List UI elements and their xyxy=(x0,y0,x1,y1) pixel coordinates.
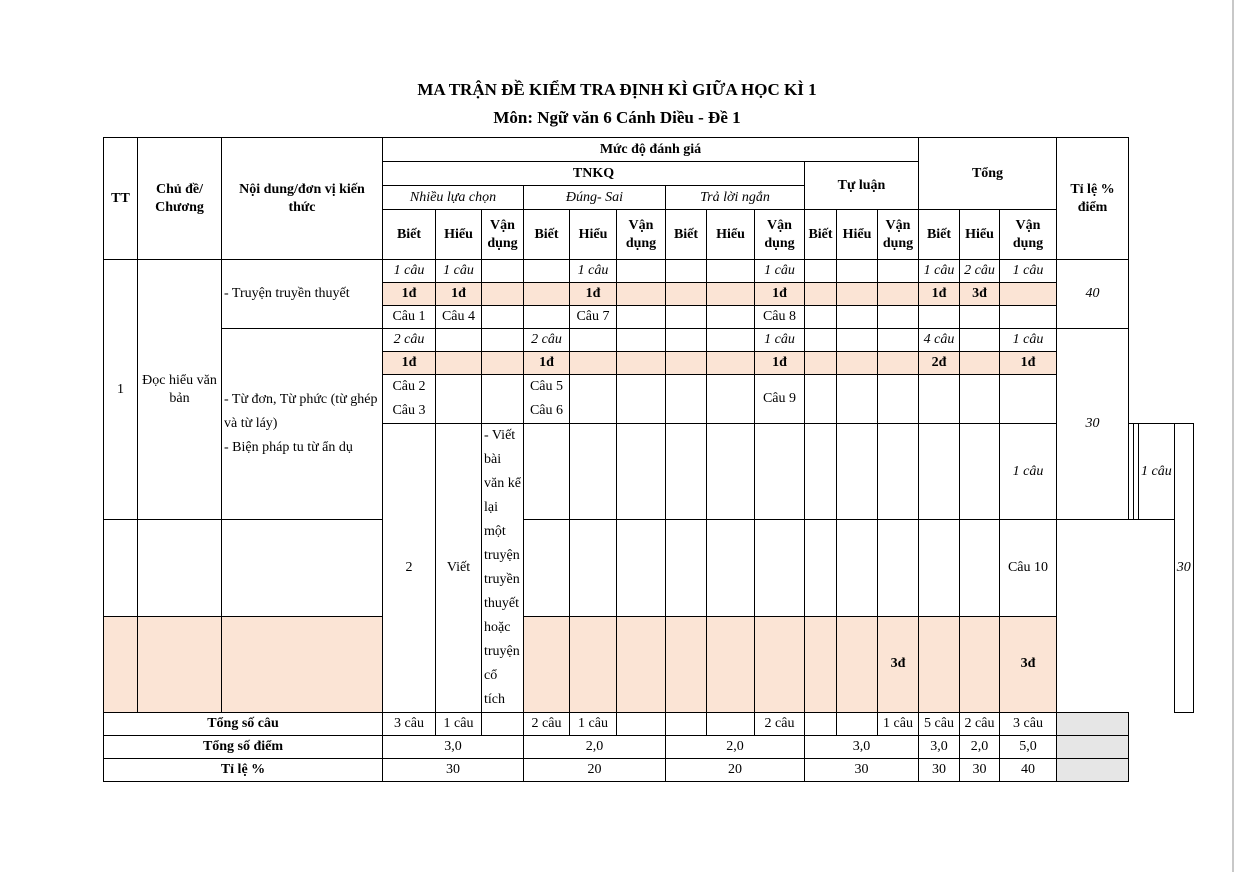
cell xyxy=(837,520,878,616)
row1b-noi-dung-1: - Từ đơn, Từ phức (từ ghép và từ láy) xyxy=(224,392,378,432)
cell: Câu 8 xyxy=(755,306,805,329)
cell: 3đ xyxy=(878,616,919,712)
cell xyxy=(805,616,837,712)
cell xyxy=(570,375,617,424)
cell xyxy=(617,283,666,306)
table-row xyxy=(104,260,1194,283)
cell xyxy=(837,329,878,352)
header-dung-sai: Đúng- Sai xyxy=(524,186,666,210)
header-tong-van-dung: Vận dụng xyxy=(1000,210,1057,260)
cell: 5 câu xyxy=(919,713,960,736)
cell xyxy=(666,352,707,375)
header-ds-biet: Biết xyxy=(524,210,570,260)
cell xyxy=(837,713,878,736)
cell: 1đ xyxy=(436,283,482,306)
cell: 1đ xyxy=(570,283,617,306)
header-noi-dung: Nội dung/đơn vị kiến thức xyxy=(222,138,383,260)
cell: Câu 5 Câu 6 xyxy=(524,375,570,424)
percentage-tl: 30 xyxy=(805,759,919,782)
table-row xyxy=(104,616,1194,712)
cell xyxy=(617,713,666,736)
percentage-label: Tỉ lệ % xyxy=(104,759,383,782)
cell xyxy=(666,424,707,520)
cell xyxy=(666,616,707,712)
cell: 2 câu xyxy=(524,329,570,352)
cell xyxy=(222,520,383,616)
table-row xyxy=(104,329,1194,352)
cell xyxy=(805,352,837,375)
header-tln-hieu: Hiểu xyxy=(707,210,755,260)
cell xyxy=(482,713,524,736)
cell xyxy=(755,520,805,616)
cell xyxy=(570,329,617,352)
cell: 1đ xyxy=(383,352,436,375)
cell xyxy=(617,306,666,329)
cell xyxy=(755,616,805,712)
cell xyxy=(878,424,919,520)
cell xyxy=(1000,306,1057,329)
cell: 1đ xyxy=(383,283,436,306)
cell xyxy=(960,616,1000,712)
percentage-row xyxy=(104,759,1194,782)
cell xyxy=(707,283,755,306)
cell xyxy=(919,306,960,329)
cell: 1 câu xyxy=(436,260,482,283)
cell xyxy=(805,520,837,616)
cell xyxy=(482,375,524,424)
cell: 1đ xyxy=(524,352,570,375)
cell xyxy=(837,352,878,375)
cell: 1 câu xyxy=(436,713,482,736)
cell xyxy=(617,260,666,283)
cell: 2 câu xyxy=(960,260,1000,283)
cell xyxy=(919,375,960,424)
header-tln-van-dung: Vận dụng xyxy=(755,210,805,260)
header-tong: Tổng xyxy=(919,138,1057,210)
row1b-ti-le: 30 xyxy=(1057,329,1129,520)
row1a-ti-le: 40 xyxy=(1057,260,1129,329)
cell xyxy=(707,375,755,424)
cell xyxy=(524,424,570,520)
header-tong-biet: Biết xyxy=(919,210,960,260)
header-tra-loi-ngan: Trả lời ngắn xyxy=(666,186,805,210)
empty-gray-cell xyxy=(1057,713,1129,736)
header-tl-van-dung: Vận dụng xyxy=(878,210,919,260)
cell: Câu 9 xyxy=(755,375,805,424)
cell xyxy=(837,375,878,424)
cell xyxy=(570,424,617,520)
cell xyxy=(436,352,482,375)
row1a-noi-dung: - Truyện truyền thuyết xyxy=(222,260,383,329)
header-muc-do: Mức độ đánh giá xyxy=(383,138,919,162)
row1-chu-de: Đọc hiểu văn bản xyxy=(138,260,222,520)
row1b-noi-dung-2: - Biện pháp tu từ ẩn dụ xyxy=(224,440,353,456)
cell xyxy=(482,283,524,306)
total-points-biet: 3,0 xyxy=(919,736,960,759)
percentage-tln: 20 xyxy=(666,759,805,782)
cell xyxy=(617,424,666,520)
total-questions-label: Tổng số câu xyxy=(104,713,383,736)
cell: Câu 7 xyxy=(570,306,617,329)
cell xyxy=(524,306,570,329)
cell xyxy=(666,375,707,424)
cell xyxy=(524,616,570,712)
cell xyxy=(960,424,1000,520)
header-ds-van-dung: Vận dụng xyxy=(617,210,666,260)
row2-chu-de: Viết xyxy=(436,424,482,713)
cell xyxy=(960,520,1000,616)
cell xyxy=(805,713,837,736)
cell: 1 câu xyxy=(383,260,436,283)
cell xyxy=(919,520,960,616)
cell: Câu 1 xyxy=(383,306,436,329)
cell: Câu 4 xyxy=(436,306,482,329)
cell xyxy=(878,306,919,329)
cell: 1 câu xyxy=(1000,424,1057,520)
cell xyxy=(138,520,222,616)
document-subtitle: Môn: Ngữ văn 6 Cánh Diều - Đề 1 xyxy=(493,108,741,127)
cell xyxy=(707,260,755,283)
cell xyxy=(960,306,1000,329)
cell: 1 câu xyxy=(1000,260,1057,283)
cell xyxy=(1000,283,1057,306)
cell xyxy=(960,375,1000,424)
cell xyxy=(436,375,482,424)
cell xyxy=(617,375,666,424)
cell: 2đ xyxy=(919,352,960,375)
cell xyxy=(805,375,837,424)
empty-gray-cell xyxy=(1057,759,1129,782)
header-chu-de: Chủ đề/ Chương xyxy=(138,138,222,260)
cell xyxy=(617,520,666,616)
cell xyxy=(805,329,837,352)
row1-tt: 1 xyxy=(104,260,138,520)
cell: 2 câu xyxy=(383,329,436,352)
header-nhieu-lua-chon: Nhiều lựa chọn xyxy=(383,186,524,210)
cell xyxy=(707,329,755,352)
total-points-row xyxy=(104,736,1194,759)
cell: 1đ xyxy=(755,352,805,375)
percentage-biet: 30 xyxy=(919,759,960,782)
cell xyxy=(104,616,138,712)
assessment-matrix-table xyxy=(103,137,1194,782)
cell xyxy=(707,352,755,375)
cell xyxy=(837,306,878,329)
cell xyxy=(1000,375,1057,424)
cell xyxy=(666,329,707,352)
cell xyxy=(617,352,666,375)
percentage-vd: 40 xyxy=(1000,759,1057,782)
cell xyxy=(436,329,482,352)
cell xyxy=(138,616,222,712)
cell xyxy=(805,260,837,283)
cell xyxy=(707,424,755,520)
header-nlc-biet: Biết xyxy=(383,210,436,260)
header-ds-hieu: Hiểu xyxy=(570,210,617,260)
header-nlc-hieu: Hiểu xyxy=(436,210,482,260)
cell xyxy=(878,352,919,375)
percentage-nlc: 30 xyxy=(383,759,524,782)
cell xyxy=(482,329,524,352)
cell: Câu 2 Câu 3 xyxy=(383,375,436,424)
total-points-hieu: 2,0 xyxy=(960,736,1000,759)
cell: 3 câu xyxy=(1000,713,1057,736)
total-points-vd: 5,0 xyxy=(1000,736,1057,759)
cell: 1 câu xyxy=(570,260,617,283)
cell xyxy=(570,352,617,375)
total-points-tln: 2,0 xyxy=(666,736,805,759)
cell: 4 câu xyxy=(919,329,960,352)
cell xyxy=(837,260,878,283)
cell xyxy=(878,520,919,616)
cell xyxy=(878,260,919,283)
cell xyxy=(878,329,919,352)
cell xyxy=(482,306,524,329)
header-tl-hieu: Hiểu xyxy=(837,210,878,260)
cell: 3 câu xyxy=(383,713,436,736)
cell xyxy=(805,283,837,306)
cell xyxy=(805,424,837,520)
cell xyxy=(482,352,524,375)
cell: 2 câu xyxy=(524,713,570,736)
cell xyxy=(666,713,707,736)
row2-noi-dung: - Viết bài văn kể lại một truyện truyền thuyết hoặc truyện cổ tích xyxy=(482,424,524,713)
table-row xyxy=(104,520,1194,616)
header-tnkq: TNKQ xyxy=(383,162,805,186)
cell xyxy=(707,306,755,329)
header-tln-biet: Biết xyxy=(666,210,707,260)
cell xyxy=(104,520,138,616)
empty-gray-cell xyxy=(1057,736,1129,759)
percentage-ds: 20 xyxy=(524,759,666,782)
cell xyxy=(960,352,1000,375)
cell: 1đ xyxy=(1000,352,1057,375)
cell: 1đ xyxy=(755,283,805,306)
header-tt: TT xyxy=(104,138,138,260)
row2-tt: 2 xyxy=(383,424,436,713)
cell xyxy=(878,375,919,424)
cell: 3đ xyxy=(960,283,1000,306)
cell xyxy=(524,520,570,616)
cell xyxy=(666,520,707,616)
cell xyxy=(960,329,1000,352)
cell xyxy=(707,713,755,736)
cell xyxy=(837,616,878,712)
total-questions-row xyxy=(104,713,1194,736)
cell xyxy=(524,283,570,306)
cell xyxy=(919,424,960,520)
cell xyxy=(707,520,755,616)
header-nlc-van-dung: Vận dụng xyxy=(482,210,524,260)
cell xyxy=(617,329,666,352)
cell xyxy=(837,424,878,520)
cell: 1 câu xyxy=(919,260,960,283)
row1b-noi-dung xyxy=(222,329,383,520)
cell xyxy=(707,616,755,712)
header-tong-hieu: Hiểu xyxy=(960,210,1000,260)
total-points-nlc: 3,0 xyxy=(383,736,524,759)
total-points-ds: 2,0 xyxy=(524,736,666,759)
cell xyxy=(837,283,878,306)
cell: 1 câu xyxy=(755,260,805,283)
cell xyxy=(805,306,837,329)
cell: Câu 10 xyxy=(1000,520,1057,616)
cell: 1 câu xyxy=(1000,329,1057,352)
cell: 1 câu xyxy=(878,713,919,736)
cell: 2 câu xyxy=(960,713,1000,736)
cell xyxy=(919,616,960,712)
cell: 3đ xyxy=(1000,616,1057,712)
cell xyxy=(755,424,805,520)
header-ti-le: Tỉ lệ % điểm xyxy=(1057,138,1129,260)
cell xyxy=(666,283,707,306)
total-points-tl: 3,0 xyxy=(805,736,919,759)
percentage-hieu: 30 xyxy=(960,759,1000,782)
header-tu-luan: Tự luận xyxy=(805,162,919,210)
header-tl-biet: Biết xyxy=(805,210,837,260)
cell: 1 câu xyxy=(755,329,805,352)
total-points-label: Tổng số điểm xyxy=(104,736,383,759)
cell xyxy=(482,260,524,283)
cell xyxy=(222,616,383,712)
cell: 1 câu xyxy=(570,713,617,736)
cell: 2 câu xyxy=(755,713,805,736)
cell: 1đ xyxy=(919,283,960,306)
cell xyxy=(666,306,707,329)
cell xyxy=(570,520,617,616)
document-title: MA TRẬN ĐỀ KIỂM TRA ĐỊNH KÌ GIỮA HỌC KÌ 1 xyxy=(417,80,817,99)
cell xyxy=(666,260,707,283)
cell xyxy=(878,283,919,306)
cell xyxy=(524,260,570,283)
cell xyxy=(617,616,666,712)
row2-ti-le: 30 xyxy=(1174,424,1193,713)
cell: 1 câu xyxy=(1139,424,1175,520)
cell xyxy=(570,616,617,712)
